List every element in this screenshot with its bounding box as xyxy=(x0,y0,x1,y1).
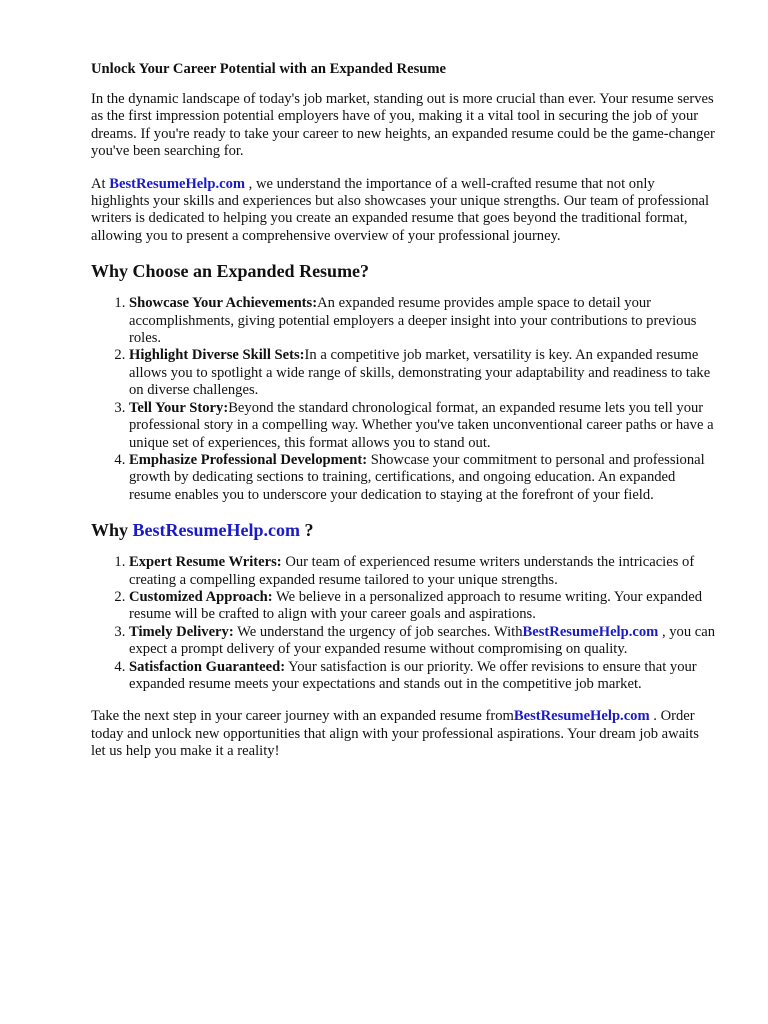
list-item xyxy=(129,589,716,624)
list-item-term: Expert Resume Writers: xyxy=(129,554,282,571)
list-item-term: Timely Delivery: xyxy=(129,623,234,640)
bestresumehelp-heading-link[interactable]: BestResumeHelp.com xyxy=(132,520,300,541)
list-item-text: , you can expect a prompt delivery of your expanded resume without compromising on quality. xyxy=(129,623,716,658)
about-paragraph xyxy=(91,176,716,246)
list-item xyxy=(129,295,716,347)
section-heading-why-expanded: Why Choose an Expanded Resume? xyxy=(91,261,370,282)
about-prefix: At xyxy=(91,175,110,192)
intro-paragraph: In the dynamic landscape of today's job market, standing out is more crucial than ever. Your resume serves as the first impression potential employers have of you, making it a vital tool in securing the job of your dreams. If you're ready to take your career to new heights, an expanded resume could be the game-changer you've been searching for. xyxy=(91,91,715,160)
list-item-text: Showcase your commitment to personal and professional growth by dedicating sections to training, certifications, and ongoing education. An expanded resume enables you to underscore your dedication to staying at the forefront of your field. xyxy=(129,451,705,503)
service-benefits-list xyxy=(91,554,716,693)
document-title: Unlock Your Career Potential with an Expanded Resume xyxy=(91,61,446,77)
bestresumehelp-inline-link[interactable]: BestResumeHelp.com xyxy=(522,623,659,640)
list-item-term: Tell Your Story: xyxy=(129,399,229,416)
heading-suffix: ? xyxy=(299,520,314,541)
about-suffix: , we understand the importance of a well-crafted resume that not only highlights your skills and experiences but also showcases your unique strengths. Our team of professional writers is dedicated to helping you create an expanded resume that goes beyond the traditional format, allowing you to present a comprehensive overview of your professional journey. xyxy=(91,175,710,244)
closing-prefix: Take the next step in your career journey with an expanded resume from xyxy=(91,708,514,725)
closing-paragraph xyxy=(91,708,716,760)
list-item-term: Showcase Your Achievements: xyxy=(129,295,318,312)
list-item-text: Our team of experienced resume writers understands the intricacies of creating a compelling expanded resume tailored to your unique strengths. xyxy=(129,554,695,588)
list-item-text: An expanded resume provides ample space to detail your accomplishments, giving potential employers a deeper insight into your contributions to previous roles. xyxy=(129,295,697,347)
list-item-text: Your satisfaction is our priority. We offer revisions to ensure that your expanded resume meets your expectations and stands out in the competitive job market. xyxy=(129,658,697,692)
list-item xyxy=(129,624,716,659)
bestresumehelp-link[interactable]: BestResumeHelp.com xyxy=(109,175,246,192)
list-item-text: In a competitive job market, versatility is key. An expanded resume allows you to spotlight a wide range of skills, demonstrating your adaptability and readiness to take on diverse challenges. xyxy=(129,347,711,399)
list-item-term: Customized Approach: xyxy=(129,588,273,605)
closing-suffix: . Order today and unlock new opportunities that align with your professional aspirations. Your dream job awaits let us help you make it a reality! xyxy=(91,708,714,760)
list-item-term: Satisfaction Guaranteed: xyxy=(129,658,286,675)
list-item-term: Highlight Diverse Skill Sets: xyxy=(129,347,305,364)
list-item xyxy=(129,659,716,694)
list-item-text: We believe in a personalized approach to resume writing. Your expanded resume will be crafted to align with your career goals and aspirations. xyxy=(129,588,703,623)
list-item xyxy=(129,554,716,589)
list-item xyxy=(129,400,716,452)
list-item-text: We understand the urgency of job searches. With xyxy=(233,623,523,640)
list-item xyxy=(129,347,716,399)
bestresumehelp-closing-link[interactable]: BestResumeHelp.com xyxy=(513,708,650,725)
heading-prefix: Why xyxy=(91,520,133,541)
list-item xyxy=(129,452,716,504)
list-item-term: Emphasize Professional Development: xyxy=(129,451,368,468)
section-heading-why-bestresumehelp xyxy=(91,519,716,541)
list-item-text: Beyond the standard chronological format, an expanded resume lets you tell your professional story in a compelling way. Whether you've taken unconventional career paths or have a unique set of experiences, this format allows you to stand out. xyxy=(129,399,714,451)
expanded-benefits-list xyxy=(91,295,716,504)
